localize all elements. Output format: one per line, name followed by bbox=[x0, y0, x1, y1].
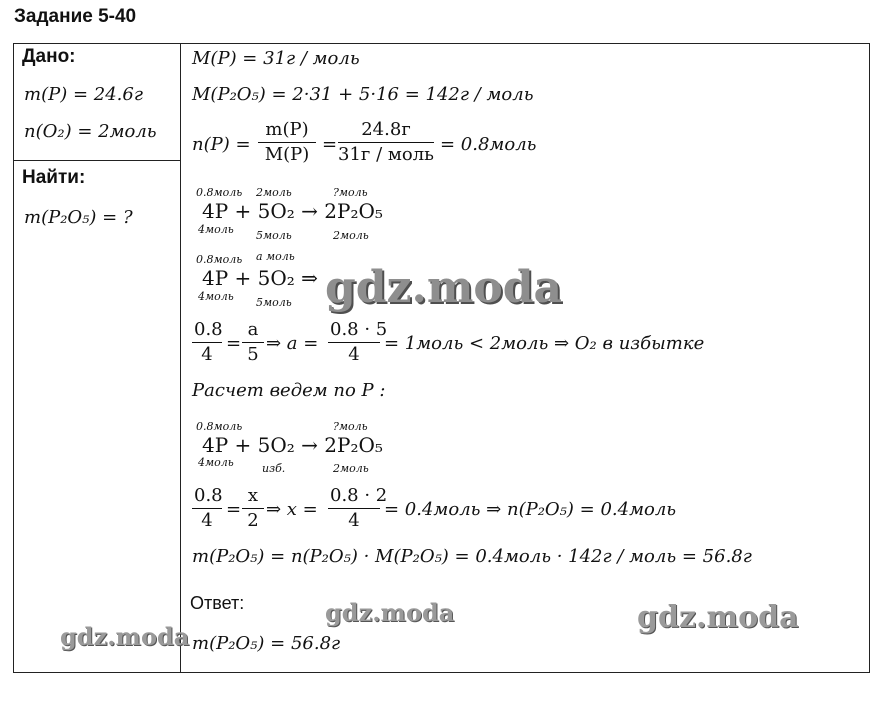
reaction3-above-p2o5: ?моль bbox=[333, 420, 368, 433]
fraction-denominator: 5 bbox=[247, 344, 259, 365]
reaction1-above-p: 0.8моль bbox=[196, 186, 243, 199]
fraction-denominator: 31г / моль bbox=[338, 144, 434, 165]
moles-p-lhs: n(P) = bbox=[192, 134, 251, 155]
task-title: Задание 5-40 bbox=[14, 6, 137, 27]
fraction-denominator: M(P) bbox=[264, 144, 310, 165]
proportion1-left bbox=[192, 318, 222, 367]
fraction-numerator: 0.8 bbox=[192, 318, 222, 343]
equals-sign: = bbox=[322, 134, 338, 155]
row-divider bbox=[13, 160, 181, 161]
find-label: Найти: bbox=[22, 167, 86, 188]
moles-p-result: = 0.8моль bbox=[440, 134, 537, 155]
column-divider bbox=[180, 43, 181, 673]
fraction-values bbox=[338, 118, 434, 167]
fraction-denominator: 4 bbox=[348, 510, 360, 531]
fraction-numerator: 24.8г bbox=[338, 118, 434, 143]
reaction1-equation: 4P + 5O₂ → 2P₂O₅ bbox=[202, 199, 383, 223]
watermark-bottom-left: gdz.moda bbox=[60, 622, 190, 651]
proportion1-calc bbox=[328, 318, 388, 367]
reaction1-below-p: 4моль bbox=[198, 223, 234, 236]
fraction-denominator: 4 bbox=[201, 510, 213, 531]
reaction1-below-p2o5: 2моль bbox=[333, 229, 369, 242]
fraction-numerator: a bbox=[242, 318, 264, 343]
given-label: Дано: bbox=[22, 46, 76, 67]
fraction-denominator: 2 bbox=[247, 510, 259, 531]
moles-p2o5-result: = 0.4моль ⇒ n(P₂O₅) = 0.4моль bbox=[384, 499, 677, 520]
equals-sign: = bbox=[226, 333, 242, 354]
fraction-numerator: 0.8 · 2 bbox=[328, 484, 380, 509]
calc-by-p-note: Расчет ведем по P : bbox=[192, 380, 386, 401]
watermark-bottom-right: gdz.moda bbox=[637, 600, 799, 635]
proportion2-calc bbox=[328, 484, 388, 533]
proportion2-solve: ⇒ x = bbox=[266, 499, 318, 520]
reaction2-below-o2: 5моль bbox=[256, 296, 292, 309]
reaction1-above-p2o5: ?моль bbox=[333, 186, 368, 199]
reaction3-below-p2o5: 2моль bbox=[333, 462, 369, 475]
given-moles-o2: n(O₂) = 2моль bbox=[24, 121, 157, 142]
reaction2-above-o2: a моль bbox=[256, 250, 295, 263]
equals-sign: = bbox=[226, 499, 242, 520]
answer-label: Ответ: bbox=[190, 593, 245, 613]
excess-conclusion: = 1моль < 2моль ⇒ O₂ в избытке bbox=[384, 333, 705, 354]
fraction-numerator: x bbox=[242, 484, 264, 509]
watermark-center: gdz.moda bbox=[325, 262, 563, 313]
reaction1-above-o2: 2моль bbox=[256, 186, 292, 199]
reaction1-below-o2: 5моль bbox=[256, 229, 292, 242]
reaction3-below-p: 4моль bbox=[198, 456, 234, 469]
reaction2-below-p: 4моль bbox=[198, 290, 234, 303]
fraction-numerator: m(P) bbox=[258, 118, 316, 143]
find-mass-p2o5: m(P₂O₅) = ? bbox=[24, 207, 133, 228]
answer-value: m(P₂O₅) = 56.8г bbox=[192, 633, 341, 654]
proportion1-solve: ⇒ a = bbox=[266, 333, 319, 354]
fraction-numerator: 0.8 · 5 bbox=[328, 318, 380, 343]
watermark-bottom-mid: gdz.moda bbox=[325, 598, 455, 627]
reaction2-equation: 4P + 5O₂ ⇒ bbox=[202, 266, 318, 290]
reaction3-equation: 4P + 5O₂ → 2P₂O₅ bbox=[202, 433, 383, 457]
fraction-m-over-M bbox=[258, 118, 316, 167]
proportion2-right bbox=[242, 484, 264, 533]
reaction2-above-p: 0.8моль bbox=[196, 253, 243, 266]
reaction3-below-o2: изб. bbox=[262, 462, 286, 475]
given-mass-p: m(P) = 24.6г bbox=[24, 84, 143, 105]
proportion2-left bbox=[192, 484, 222, 533]
proportion1-right bbox=[242, 318, 264, 367]
molar-mass-p2o5: M(P₂O₅) = 2·31 + 5·16 = 142г / моль bbox=[192, 84, 534, 105]
mass-p2o5-calc: m(P₂O₅) = n(P₂O₅) · M(P₂O₅) = 0.4моль · 142г / моль = 56.8г bbox=[192, 546, 752, 567]
reaction3-above-p: 0.8моль bbox=[196, 420, 243, 433]
fraction-denominator: 4 bbox=[201, 344, 213, 365]
fraction-denominator: 4 bbox=[348, 344, 360, 365]
fraction-numerator: 0.8 bbox=[192, 484, 222, 509]
molar-mass-p: M(P) = 31г / моль bbox=[192, 48, 360, 69]
